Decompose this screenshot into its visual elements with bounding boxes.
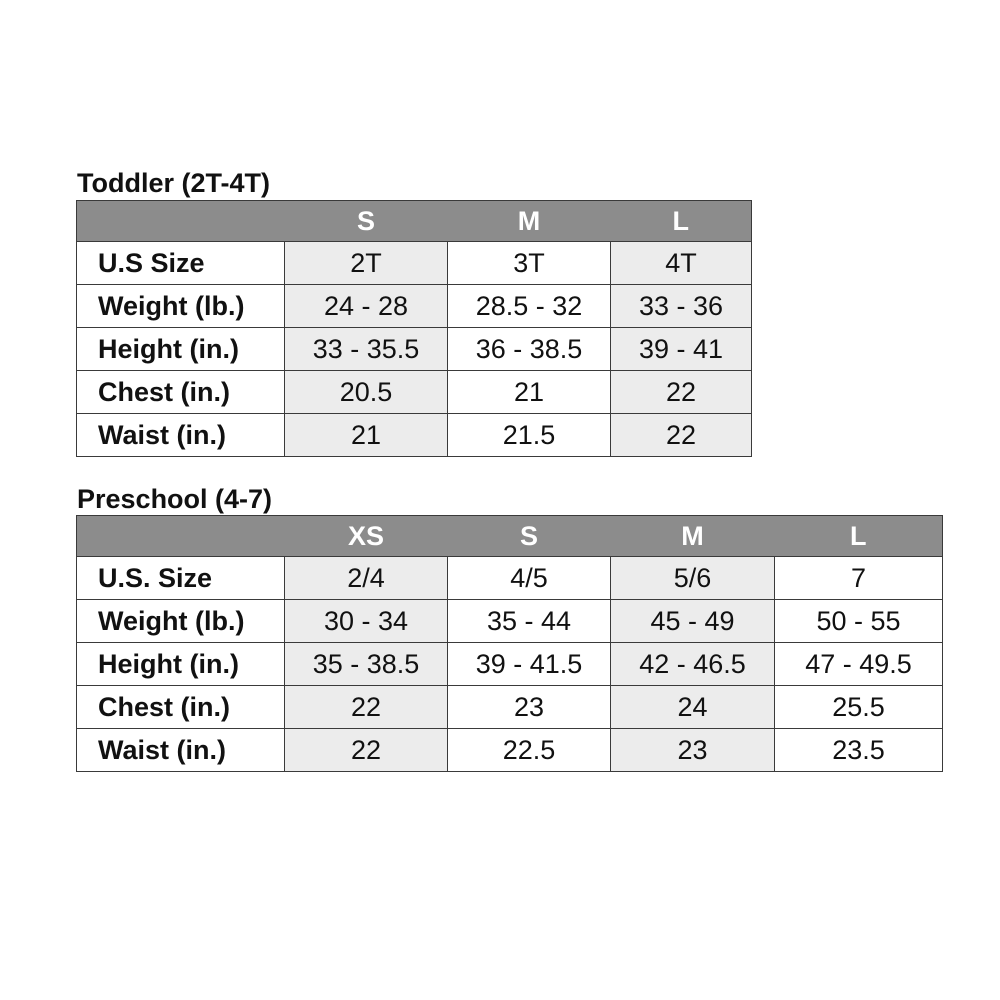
table-cell: 39 - 41.5 — [448, 643, 611, 686]
table-cell: 39 - 41 — [611, 328, 752, 371]
table-cell: 4/5 — [448, 557, 611, 600]
row-label: Height (in.) — [77, 328, 285, 371]
preschool-section-title: Preschool (4-7) — [77, 484, 273, 514]
row-label: Waist (in.) — [77, 729, 285, 772]
table-row — [77, 557, 943, 600]
table-cell: 33 - 36 — [611, 285, 752, 328]
table-cell: 47 - 49.5 — [775, 643, 943, 686]
row-label: Waist (in.) — [77, 414, 285, 457]
table-cell: 22.5 — [448, 729, 611, 772]
row-label: Chest (in.) — [77, 686, 285, 729]
header-corner-cell — [77, 201, 285, 242]
table-cell: 35 - 38.5 — [285, 643, 448, 686]
size-header-cell: L — [611, 201, 752, 242]
table-row — [77, 729, 943, 772]
table-cell: 36 - 38.5 — [448, 328, 611, 371]
table-cell: 50 - 55 — [775, 600, 943, 643]
size-header-cell: S — [448, 516, 611, 557]
table-header-row — [77, 516, 943, 557]
table-row — [77, 371, 752, 414]
size-header-cell: XS — [285, 516, 448, 557]
row-label: Weight (lb.) — [77, 600, 285, 643]
table-cell: 24 — [611, 686, 775, 729]
row-label: Weight (lb.) — [77, 285, 285, 328]
table-cell: 35 - 44 — [448, 600, 611, 643]
table-cell: 22 — [611, 371, 752, 414]
size-header-cell: M — [611, 516, 775, 557]
table-cell: 22 — [285, 729, 448, 772]
table-cell: 22 — [285, 686, 448, 729]
table-cell: 2T — [285, 242, 448, 285]
table-cell: 7 — [775, 557, 943, 600]
row-label: U.S Size — [77, 242, 285, 285]
toddler-size-table — [76, 200, 752, 457]
table-row — [77, 242, 752, 285]
table-cell: 4T — [611, 242, 752, 285]
table-cell: 24 - 28 — [285, 285, 448, 328]
preschool-size-table — [76, 515, 943, 772]
table-row — [77, 600, 943, 643]
row-label: Height (in.) — [77, 643, 285, 686]
toddler-section-title: Toddler (2T-4T) — [77, 168, 270, 198]
table-cell: 23.5 — [775, 729, 943, 772]
table-row — [77, 414, 752, 457]
table-row — [77, 643, 943, 686]
row-label: U.S. Size — [77, 557, 285, 600]
table-cell: 20.5 — [285, 371, 448, 414]
header-corner-cell — [77, 516, 285, 557]
table-cell: 23 — [611, 729, 775, 772]
table-cell: 25.5 — [775, 686, 943, 729]
table-cell: 30 - 34 — [285, 600, 448, 643]
row-label: Chest (in.) — [77, 371, 285, 414]
size-header-cell: L — [775, 516, 943, 557]
table-row — [77, 686, 943, 729]
table-row — [77, 285, 752, 328]
table-cell: 22 — [611, 414, 752, 457]
table-cell: 28.5 - 32 — [448, 285, 611, 328]
table-cell: 21.5 — [448, 414, 611, 457]
table-cell: 23 — [448, 686, 611, 729]
table-cell: 45 - 49 — [611, 600, 775, 643]
table-cell: 3T — [448, 242, 611, 285]
table-cell: 5/6 — [611, 557, 775, 600]
table-header-row — [77, 201, 752, 242]
table-cell: 2/4 — [285, 557, 448, 600]
table-cell: 21 — [448, 371, 611, 414]
table-row — [77, 328, 752, 371]
table-cell: 33 - 35.5 — [285, 328, 448, 371]
size-header-cell: S — [285, 201, 448, 242]
size-header-cell: M — [448, 201, 611, 242]
table-cell: 42 - 46.5 — [611, 643, 775, 686]
table-cell: 21 — [285, 414, 448, 457]
